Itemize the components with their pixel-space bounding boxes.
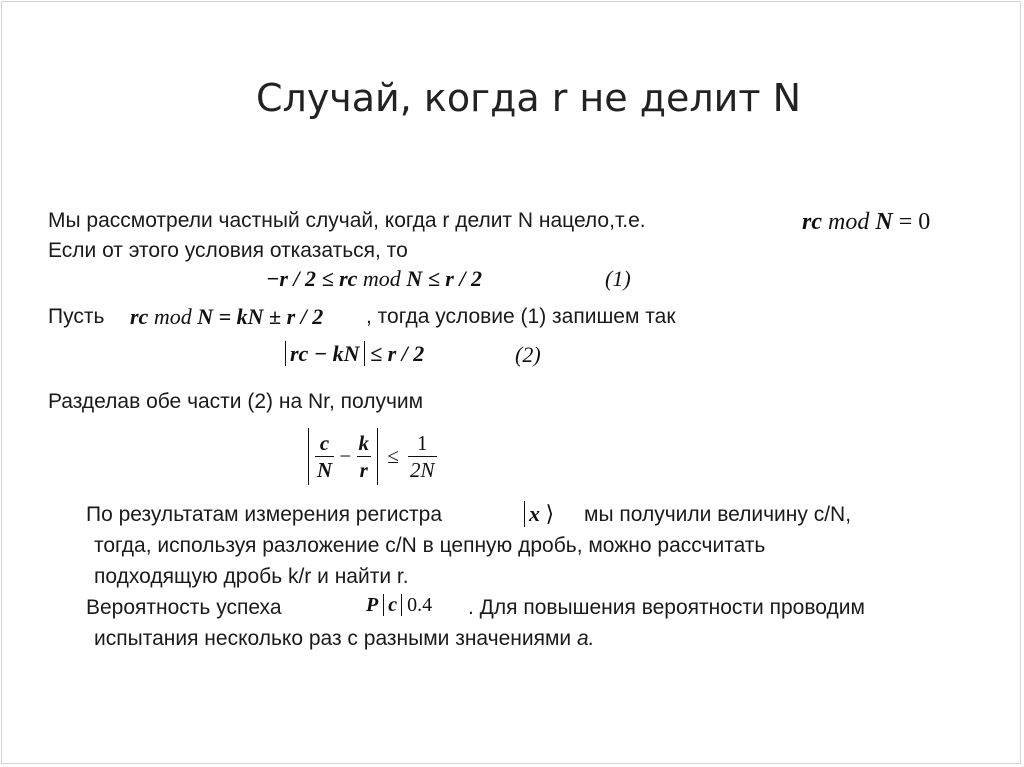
- eq1-mod: mod: [357, 266, 407, 291]
- p3-rest: = kN ± r / 2: [213, 304, 324, 329]
- ket-x: x ⟩: [524, 501, 554, 527]
- eq1-rc: rc: [339, 266, 358, 291]
- paragraph-continued-fraction: тогда, используя разложение c/N в цепную дробь, можно рассчитать: [94, 534, 766, 557]
- equation-2-label: (2): [515, 342, 541, 367]
- paragraph-divide: Разделав обе части (2) на Nr, получим: [48, 390, 424, 413]
- formula-rc-mod-n-kn: [130, 304, 323, 330]
- paragraph-probability: Вероятность успеха: [86, 596, 282, 619]
- paragraph-let: Пусть: [48, 305, 105, 328]
- equation-1: [266, 266, 482, 292]
- paragraph-trials: [94, 627, 595, 651]
- eq1-n: N: [406, 266, 423, 291]
- eq1-left: −r / 2 ≤: [266, 266, 340, 291]
- trials-var-a: a.: [576, 627, 595, 650]
- eq3-frac-k-r: $\frac{k}{r}$: [358, 431, 370, 482]
- p3-rc: rc: [130, 304, 149, 329]
- eq3-le: ≤: [387, 444, 399, 468]
- formula-rc-mod-n-zero: [802, 209, 930, 236]
- formula-mod: mod: [828, 209, 870, 235]
- paragraph-increase-probability: . Для повышения вероятности проводим: [468, 596, 865, 619]
- eq2-right: ≤ r / 2: [364, 341, 425, 366]
- eq3-minus: −: [339, 444, 352, 468]
- prob-rest: 0.4: [402, 594, 433, 616]
- eq3-frac-1-2n: $\frac{1}{2N}$: [410, 431, 435, 482]
- eq3-frac-c-n: $\frac{c}{N}$: [317, 431, 333, 482]
- paragraph-special-case: Мы рассмотрели частный случай, когда r делит N нацело,т.е.: [48, 209, 646, 232]
- trials-text: испытания несколько раз с разными значениями: [94, 627, 572, 650]
- paragraph-measurement-result: мы получили величину c/N,: [584, 503, 852, 526]
- paragraph-measurement: По результатам измерения регистра: [86, 503, 443, 526]
- slide: [1, 1, 1021, 764]
- formula-n: N: [875, 209, 893, 235]
- prob-p: P: [366, 594, 379, 616]
- equation-1-label: (1): [605, 266, 631, 291]
- equation-2: [285, 341, 424, 367]
- prob-c: c: [383, 594, 402, 616]
- formula-eq-zero: = 0: [898, 209, 931, 235]
- paragraph-relax-condition: Если от этого условия отказаться, то: [48, 239, 408, 262]
- paragraph-find-r: подходящую дробь k/r и найти r.: [94, 565, 409, 588]
- equation-3: [308, 428, 437, 485]
- paragraph-then-condition: , тогда условие (1) запишем так: [366, 305, 676, 328]
- eq3-abs: [308, 428, 378, 485]
- p3-mod: mod: [148, 304, 198, 329]
- page-title: Случай, когда r не делит N: [256, 76, 801, 120]
- p3-n: N: [197, 304, 214, 329]
- formula-rc: rc: [802, 209, 822, 235]
- eq2-abs: rc − kN: [285, 341, 365, 366]
- eq1-right: ≤ r / 2: [422, 266, 482, 291]
- formula-probability: [366, 594, 432, 617]
